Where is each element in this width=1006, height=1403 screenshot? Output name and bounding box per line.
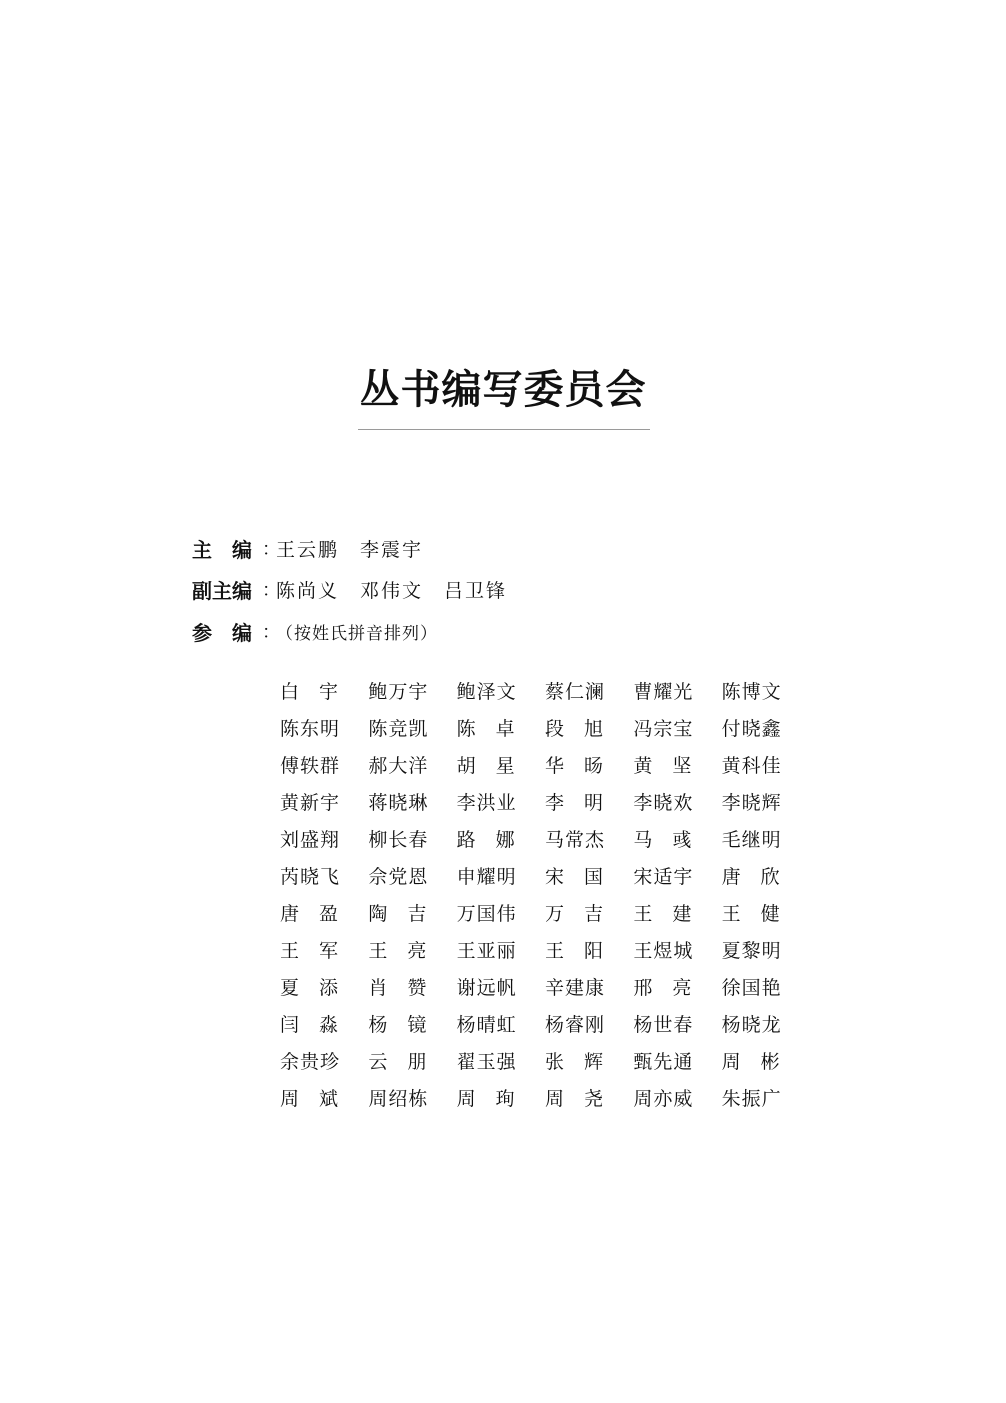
contributor-name: 佘党恩	[368, 866, 429, 888]
contributor-name: 余贵珍	[280, 1051, 341, 1073]
deputy-editor-names: 陈尚义 邓伟文 吕卫锋	[276, 579, 508, 602]
contributor-name: 蒋晓琳	[368, 792, 429, 814]
contributor-name: 李晓欢	[633, 792, 694, 814]
contributor-row	[280, 1042, 810, 1079]
contributor-name: 王亚丽	[456, 940, 517, 962]
contributor-name: 杨世春	[633, 1014, 694, 1036]
deputy-editor-colon: ：	[262, 580, 280, 601]
contributor-name: 辛建康	[544, 977, 605, 999]
contributor-name: 柳长春	[368, 829, 429, 851]
contributor-name: 王军	[280, 940, 359, 962]
contributor-row	[280, 894, 810, 931]
contributor-name: 陈博文	[721, 681, 782, 703]
contributor-name: 唐盈	[280, 903, 359, 925]
contributor-row	[280, 857, 810, 894]
contributor-name: 夏添	[280, 977, 359, 999]
title-divider	[358, 429, 650, 430]
contributors-ordering-note: （按姓氏拼音排列）	[276, 623, 438, 644]
contributor-name: 万国伟	[456, 903, 517, 925]
deputy-editor-row	[192, 572, 507, 606]
contributor-row	[280, 672, 810, 709]
contributor-name: 周亦威	[633, 1088, 694, 1110]
contributor-name: 华旸	[544, 755, 623, 777]
contributor-name: 王阳	[544, 940, 623, 962]
contributor-name: 李明	[544, 792, 623, 814]
contributor-name: 郝大洋	[368, 755, 429, 777]
contributor-row	[280, 1005, 810, 1042]
contributor-name: 云朋	[368, 1051, 447, 1073]
contributor-name: 周斌	[280, 1088, 359, 1110]
contributor-name: 冯宗宝	[633, 718, 694, 740]
contributor-name: 陶吉	[368, 903, 447, 925]
contributor-row	[280, 709, 810, 746]
contributor-name: 邢亮	[633, 977, 712, 999]
contributor-name: 黄科佳	[721, 755, 782, 777]
contributor-row	[280, 746, 810, 783]
contributor-name: 白宇	[280, 681, 359, 703]
contributor-name: 闫淼	[280, 1014, 359, 1036]
contributor-row	[280, 820, 810, 857]
contributor-name: 杨镜	[368, 1014, 447, 1036]
contributor-name: 李洪业	[456, 792, 517, 814]
contributor-name: 傅轶群	[280, 755, 341, 777]
contributor-name: 申耀明	[456, 866, 517, 888]
contributor-name: 鲍泽文	[456, 681, 517, 703]
editor-names: 王云鹏 李震宇	[276, 538, 424, 561]
contributor-name: 徐国艳	[721, 977, 782, 999]
contributor-name: 唐欣	[721, 866, 800, 888]
contributor-name: 王煜城	[633, 940, 694, 962]
editor-label: 主 编	[192, 537, 252, 562]
page-title: 丛书编写委员会	[359, 366, 647, 413]
contributor-name: 杨晴虹	[456, 1014, 517, 1036]
editor-row	[192, 531, 423, 565]
contributor-name: 胡星	[456, 755, 535, 777]
contributor-name: 陈东明	[280, 718, 341, 740]
contributor-name: 杨睿刚	[544, 1014, 605, 1036]
contributor-name: 段旭	[544, 718, 623, 740]
contributor-row	[280, 931, 810, 968]
contributor-name: 黄新宇	[280, 792, 341, 814]
contributor-name: 周珣	[456, 1088, 535, 1110]
contributor-name: 翟玉强	[456, 1051, 517, 1073]
contributors-row	[192, 614, 438, 648]
contributor-name: 周彬	[721, 1051, 800, 1073]
editor-colon: ：	[262, 539, 280, 560]
contributor-name: 肖赞	[368, 977, 447, 999]
contributor-name: 宋适宇	[633, 866, 694, 888]
contributor-name: 陈竞凯	[368, 718, 429, 740]
contributor-name: 王建	[633, 903, 712, 925]
contributor-name: 曹耀光	[633, 681, 694, 703]
contributor-name: 谢远帆	[456, 977, 517, 999]
contributor-name: 蔡仁澜	[544, 681, 605, 703]
contributors-colon: ：	[262, 622, 280, 643]
contributor-name: 张辉	[544, 1051, 623, 1073]
contributor-row	[280, 968, 810, 1005]
contributor-name: 毛继明	[721, 829, 782, 851]
contributor-row	[280, 1079, 810, 1116]
contributor-name: 付晓鑫	[721, 718, 782, 740]
contributor-name-grid	[280, 672, 810, 1116]
contributor-name: 陈卓	[456, 718, 535, 740]
contributor-name: 朱振广	[721, 1088, 782, 1110]
contributor-name: 黄坚	[633, 755, 712, 777]
contributor-name: 万吉	[544, 903, 623, 925]
contributor-name: 宋国	[544, 866, 623, 888]
contributor-name: 刘盛翔	[280, 829, 341, 851]
contributor-name: 杨晓龙	[721, 1014, 782, 1036]
contributor-row	[280, 783, 810, 820]
deputy-editor-label: 副主编	[192, 578, 252, 603]
contributor-name: 鲍万宇	[368, 681, 429, 703]
contributor-name: 夏黎明	[721, 940, 782, 962]
contributors-label: 参 编	[192, 620, 252, 645]
contributor-name: 马常杰	[544, 829, 605, 851]
contributor-name: 周尧	[544, 1088, 623, 1110]
contributor-name: 王亮	[368, 940, 447, 962]
contributor-name: 芮晓飞	[280, 866, 341, 888]
contributor-name: 王健	[721, 903, 800, 925]
contributor-name: 甄先通	[633, 1051, 694, 1073]
contributor-name: 李晓辉	[721, 792, 782, 814]
contributor-name: 马彧	[633, 829, 712, 851]
contributor-name: 周绍栋	[368, 1088, 429, 1110]
contributor-name: 路娜	[456, 829, 535, 851]
